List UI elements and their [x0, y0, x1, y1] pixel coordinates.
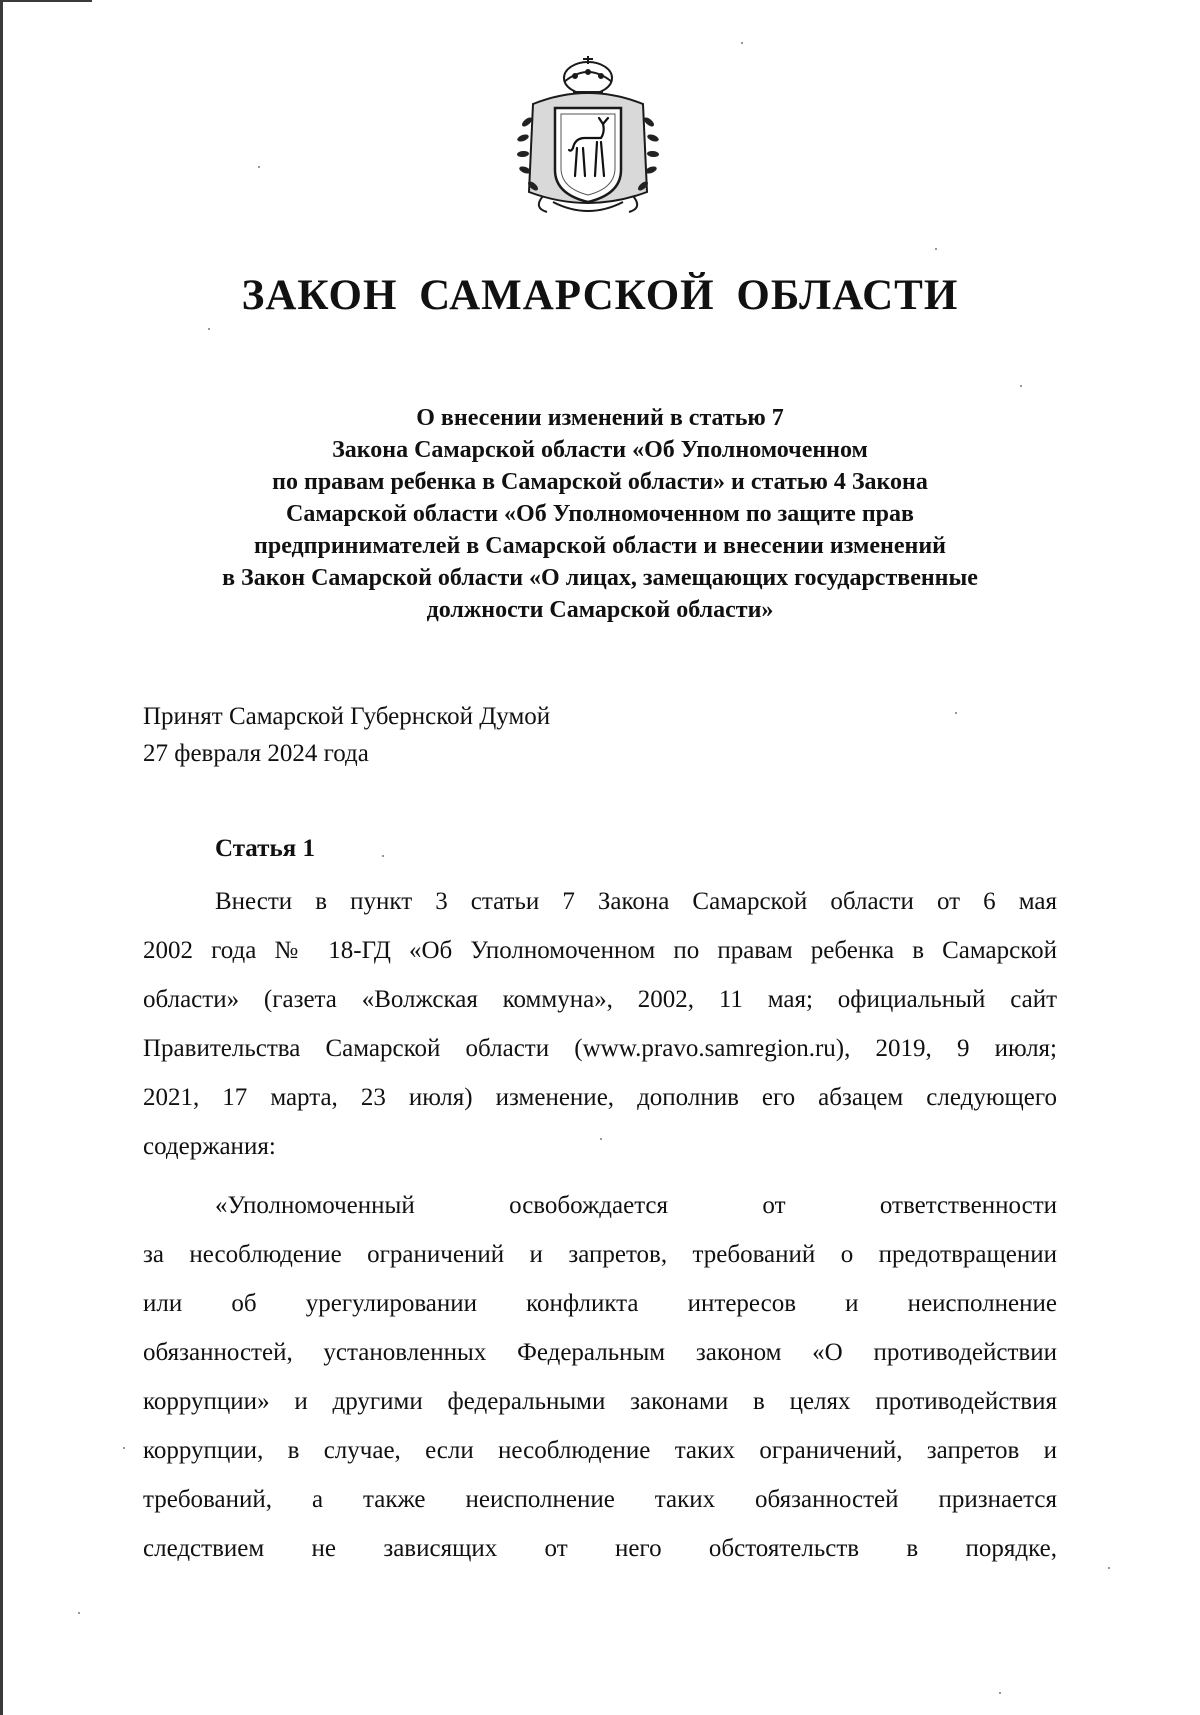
- scan-speck: [999, 1692, 1001, 1694]
- scan-speck: [1020, 385, 1022, 387]
- paragraph-line: 2021, 17 марта, 23 июля) изменение, дополнив его абзацем следующего: [143, 1084, 1057, 1111]
- paragraph-line: обязанностей, установленных Федеральным законом «О противодействии: [143, 1339, 1057, 1366]
- adopted-by: Принят Самарской Губернской Думой: [143, 703, 551, 730]
- paragraph-line: «Уполномоченный освобождается от ответственности: [215, 1192, 1057, 1219]
- paragraph-line: следствием не зависящих от него обстоятельств в порядке,: [143, 1535, 1057, 1562]
- law-subject: [100, 402, 1100, 626]
- scan-speck: [600, 1138, 602, 1140]
- scan-top-edge: [0, 0, 92, 2]
- article-heading: Статья 1: [215, 835, 315, 862]
- paragraph-line: 2002 года № 18-ГД «Об Уполномоченном по правам ребенка в Самарской: [143, 937, 1057, 964]
- scan-speck: [123, 1447, 125, 1449]
- paragraph-line: коррупции» и другими федеральными законами в целях противодействия: [143, 1388, 1057, 1415]
- coat-of-arms-icon: [513, 52, 663, 224]
- scan-speck: [935, 248, 937, 250]
- paragraph-line: содержания:: [143, 1133, 276, 1160]
- article-paragraph-1: [143, 877, 1057, 1171]
- scan-speck: [955, 712, 957, 714]
- paragraph-line: за несоблюдение ограничений и запретов, требований о предотвращении: [143, 1241, 1057, 1268]
- paragraph-line: коррупции, в случае, если несоблюдение таких ограничений, запретов и: [143, 1437, 1057, 1464]
- crown-icon: [564, 56, 612, 94]
- paragraph-line: Правительства Самарской области (www.pravo.samregion.ru), 2019, 9 июля;: [143, 1035, 1057, 1062]
- scan-speck: [258, 166, 260, 168]
- article-paragraph-2: [143, 1181, 1057, 1573]
- paragraph-line: Внести в пункт 3 статьи 7 Закона Самарской области от 6 мая: [215, 888, 1057, 915]
- scan-speck: [1108, 1567, 1110, 1569]
- law-title: ЗАКОН САМАРСКОЙ ОБЛАСТИ: [241, 272, 959, 319]
- scan-speck: [78, 1612, 80, 1614]
- subject-line: должности Самарской области»: [426, 597, 774, 623]
- scan-speck: [382, 855, 384, 857]
- subject-line: Самарской области «Об Уполномоченном по защите прав: [286, 501, 914, 527]
- paragraph-line: или об урегулировании конфликта интересов и неисполнение: [143, 1290, 1057, 1317]
- subject-line: по правам ребенка в Самарской области» и статью 4 Закона: [272, 469, 928, 495]
- subject-line: предпринимателей в Самарской области и внесении изменений: [254, 533, 946, 559]
- subject-line: О внесении изменений в статью 7: [416, 405, 784, 431]
- subject-line: в Закон Самарской области «О лицах, замещающих государственные: [222, 565, 978, 591]
- adoption-info: [143, 698, 550, 772]
- adopted-date: 27 февраля 2024 года: [143, 740, 369, 767]
- shield-icon: [555, 108, 621, 202]
- scan-speck: [741, 42, 743, 44]
- scan-speck: [208, 328, 210, 330]
- paragraph-line: требований, а также неисполнение таких обязанностей признается: [143, 1486, 1057, 1513]
- scan-left-edge: [0, 0, 3, 1715]
- paragraph-line: области» (газета «Волжская коммуна», 2002, 11 мая; официальный сайт: [143, 986, 1057, 1013]
- subject-line: Закона Самарской области «Об Уполномоченном: [332, 437, 868, 463]
